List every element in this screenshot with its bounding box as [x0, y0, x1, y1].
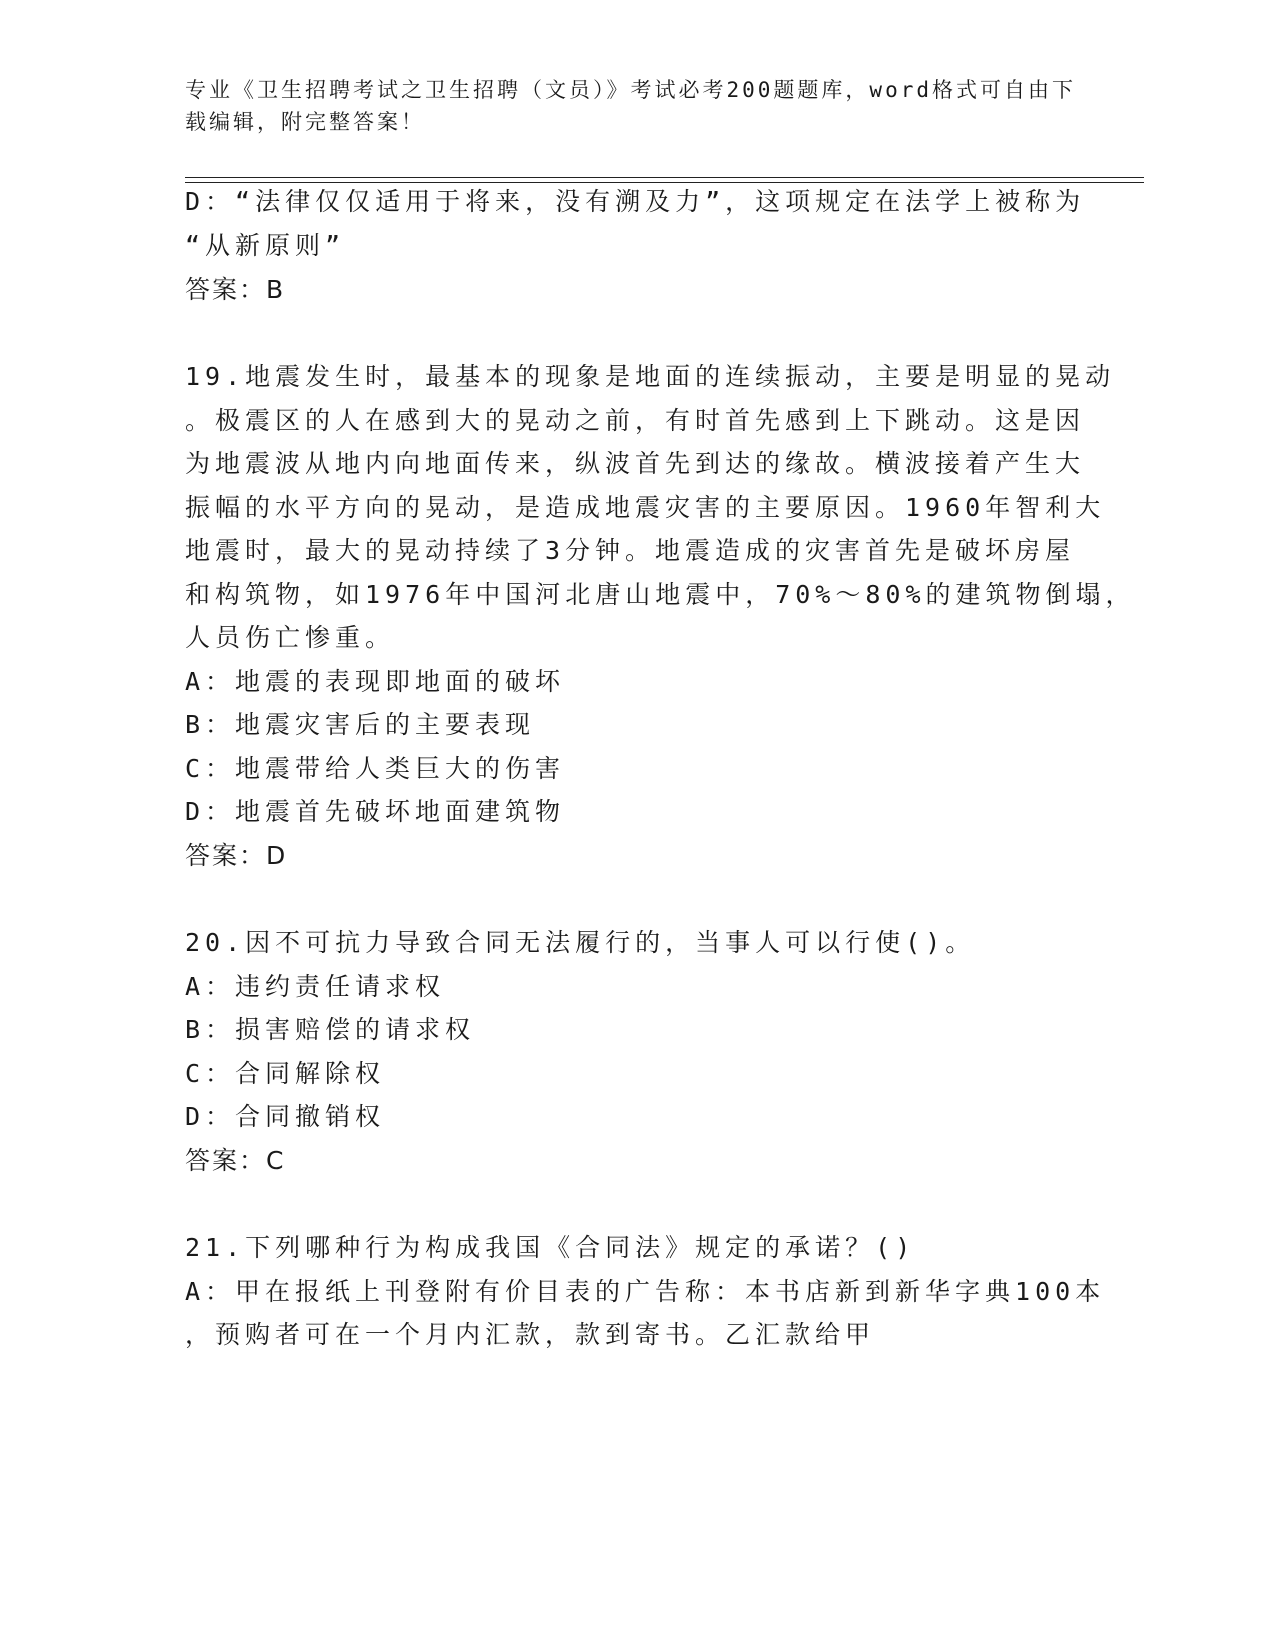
q20-stem: 20.因不可抗力导致合同无法履行的，当事人可以行使()。 — [185, 928, 976, 957]
q19-stem-line7: 人员伤亡惨重。 — [185, 623, 396, 652]
document-header: 专业《卫生招聘考试之卫生招聘（文员）》考试必考200题题库，word格式可自由下载编辑，附完整答案！ — [185, 78, 1076, 134]
q21-option-a-line1: A：甲在报纸上刊登附有价目表的广告称：本书店新到新华字典100本 — [185, 1277, 1106, 1306]
q20-option-b: B：损害赔偿的请求权 — [185, 1015, 476, 1044]
q21-option-a-line2: ，预购者可在一个月内汇款，款到寄书。乙汇款给甲 — [185, 1320, 876, 1349]
q20-option-a: A：违约责任请求权 — [185, 972, 446, 1001]
header-rule-lower — [185, 182, 1144, 183]
q19-stem-line1: 19.地震发生时，最基本的现象是地面的连续振动，主要是明显的晃动 — [185, 362, 1116, 391]
q19-option-c: C：地震带给人类巨大的伤害 — [185, 754, 566, 783]
prev-option-d-line2: “从新原则” — [185, 231, 346, 260]
header-rule-upper — [185, 177, 1144, 178]
prev-option-d-line1: D：“法律仅仅适用于将来，没有溯及力”，这项规定在法学上被称为 — [185, 187, 1086, 216]
prev-answer: 答案：B — [185, 275, 286, 304]
q20-option-d: D：合同撤销权 — [185, 1102, 386, 1131]
q20-option-c: C：合同解除权 — [185, 1059, 386, 1088]
q19-stem-line4: 振幅的水平方向的晃动，是造成地震灾害的主要原因。1960年智利大 — [185, 493, 1106, 522]
q19-option-d: D：地震首先破坏地面建筑物 — [185, 797, 566, 826]
q19-answer: 答案：D — [185, 841, 288, 870]
q19-stem-line5: 地震时，最大的晃动持续了3分钟。地震造成的灾害首先是破坏房屋 — [185, 536, 1076, 565]
q19-stem-line3: 为地震波从地内向地面传来，纵波首先到达的缘故。横波接着产生大 — [185, 449, 1086, 478]
q19-option-b: B：地震灾害后的主要表现 — [185, 710, 536, 739]
q19-option-a: A：地震的表现即地面的破坏 — [185, 667, 566, 696]
q21-stem: 21.下列哪种行为构成我国《合同法》规定的承诺？() — [185, 1233, 916, 1262]
q19-stem-line6: 和构筑物，如1976年中国河北唐山地震中，70%～80%的建筑物倒塌， — [185, 580, 1136, 609]
q20-answer: 答案：C — [185, 1146, 286, 1175]
q19-stem-line2: 。极震区的人在感到大的晃动之前，有时首先感到上下跳动。这是因 — [185, 406, 1086, 435]
